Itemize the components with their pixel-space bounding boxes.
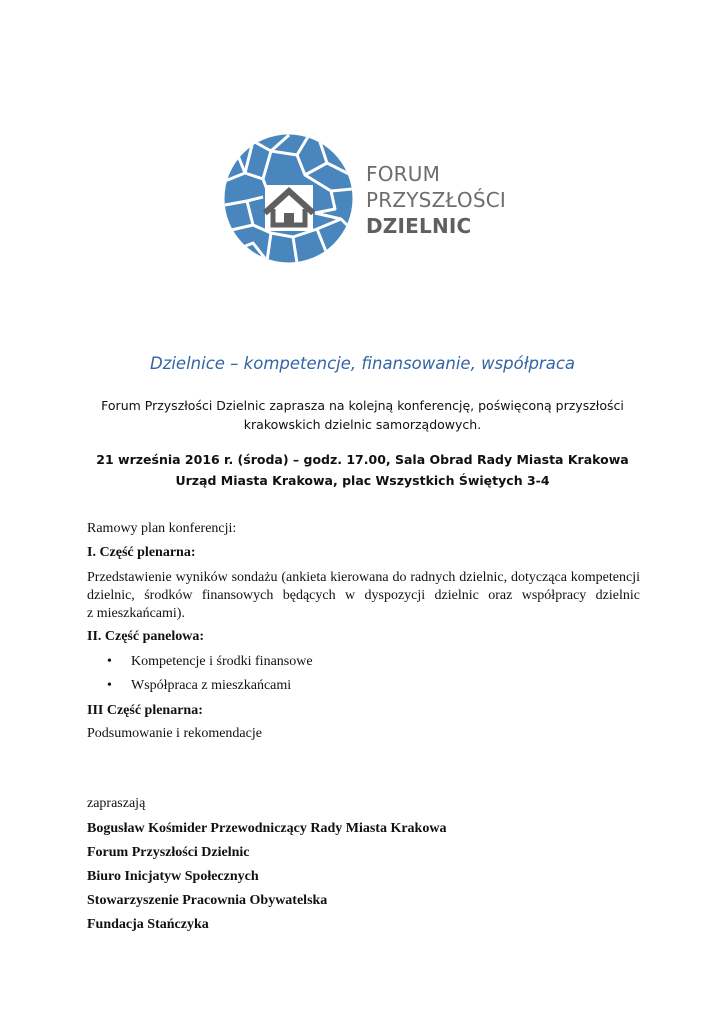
organizer: Stowarzyszenie Pracownia Obywatelska: [87, 893, 328, 908]
organizer: Fundacja Stańczyka: [87, 917, 209, 932]
intro-paragraph: [0, 396, 725, 434]
section-text-line: z mieszkańcami).: [87, 606, 185, 621]
organizer: Bogusław Kośmider Przewodniczący Rady Miasta Krakowa: [87, 821, 447, 836]
section-heading: II. Część panelowa:: [87, 629, 205, 644]
intro-line: krakowskich dzielnic samorządowych.: [243, 417, 482, 432]
list-item-text: Kompetencje i środki finansowe: [131, 654, 313, 669]
logo-line-dzielnic: DZIELNIC: [366, 214, 472, 238]
section-text-line: Przedstawienie wyników sondażu (ankieta kierowana do radnych dzielnic, dotycząca kompetencji: [87, 570, 640, 585]
bullet-icon: •: [107, 678, 112, 693]
list-item: [107, 678, 291, 694]
document-title: Dzielnice – kompetencje, finansowanie, współpraca: [149, 354, 576, 373]
invite-label: zapraszają: [87, 796, 146, 811]
forum-logo: [223, 133, 507, 265]
section-heading: III Część plenarna:: [87, 703, 203, 718]
house-mosaic-icon: [223, 133, 354, 264]
event-details: [0, 449, 725, 491]
organizer: Forum Przyszłości Dzielnic: [87, 845, 250, 860]
intro-line: Forum Przyszłości Dzielnic zaprasza na kolejną konferencję, poświęconą przyszłości: [101, 398, 624, 413]
event-date-line: 21 września 2016 r. (środa) – godz. 17.00, Sala Obrad Rady Miasta Krakowa: [96, 452, 629, 467]
logo-line-przyszlosci: PRZYSZŁOŚCI: [366, 188, 507, 212]
section-heading: I. Część plenarna:: [87, 545, 196, 560]
event-address-line: Urząd Miasta Krakowa, plac Wszystkich Świętych 3-4: [175, 473, 550, 488]
list-item: [107, 654, 313, 670]
logo-line-forum: FORUM: [366, 162, 441, 186]
plan-intro: Ramowy plan konferencji:: [87, 521, 237, 536]
list-item-text: Współpraca z mieszkańcami: [131, 678, 292, 693]
logo-wordmark: [366, 161, 506, 239]
organizer: Biuro Inicjatyw Społecznych: [87, 869, 259, 884]
bullet-icon: •: [107, 654, 112, 669]
section-text-line: Podsumowanie i rekomendacje: [87, 726, 262, 741]
section-text-line: dzielnic, środków finansowych będących w dyspozycji dzielnic oraz współpracy dzielnic: [87, 588, 640, 603]
